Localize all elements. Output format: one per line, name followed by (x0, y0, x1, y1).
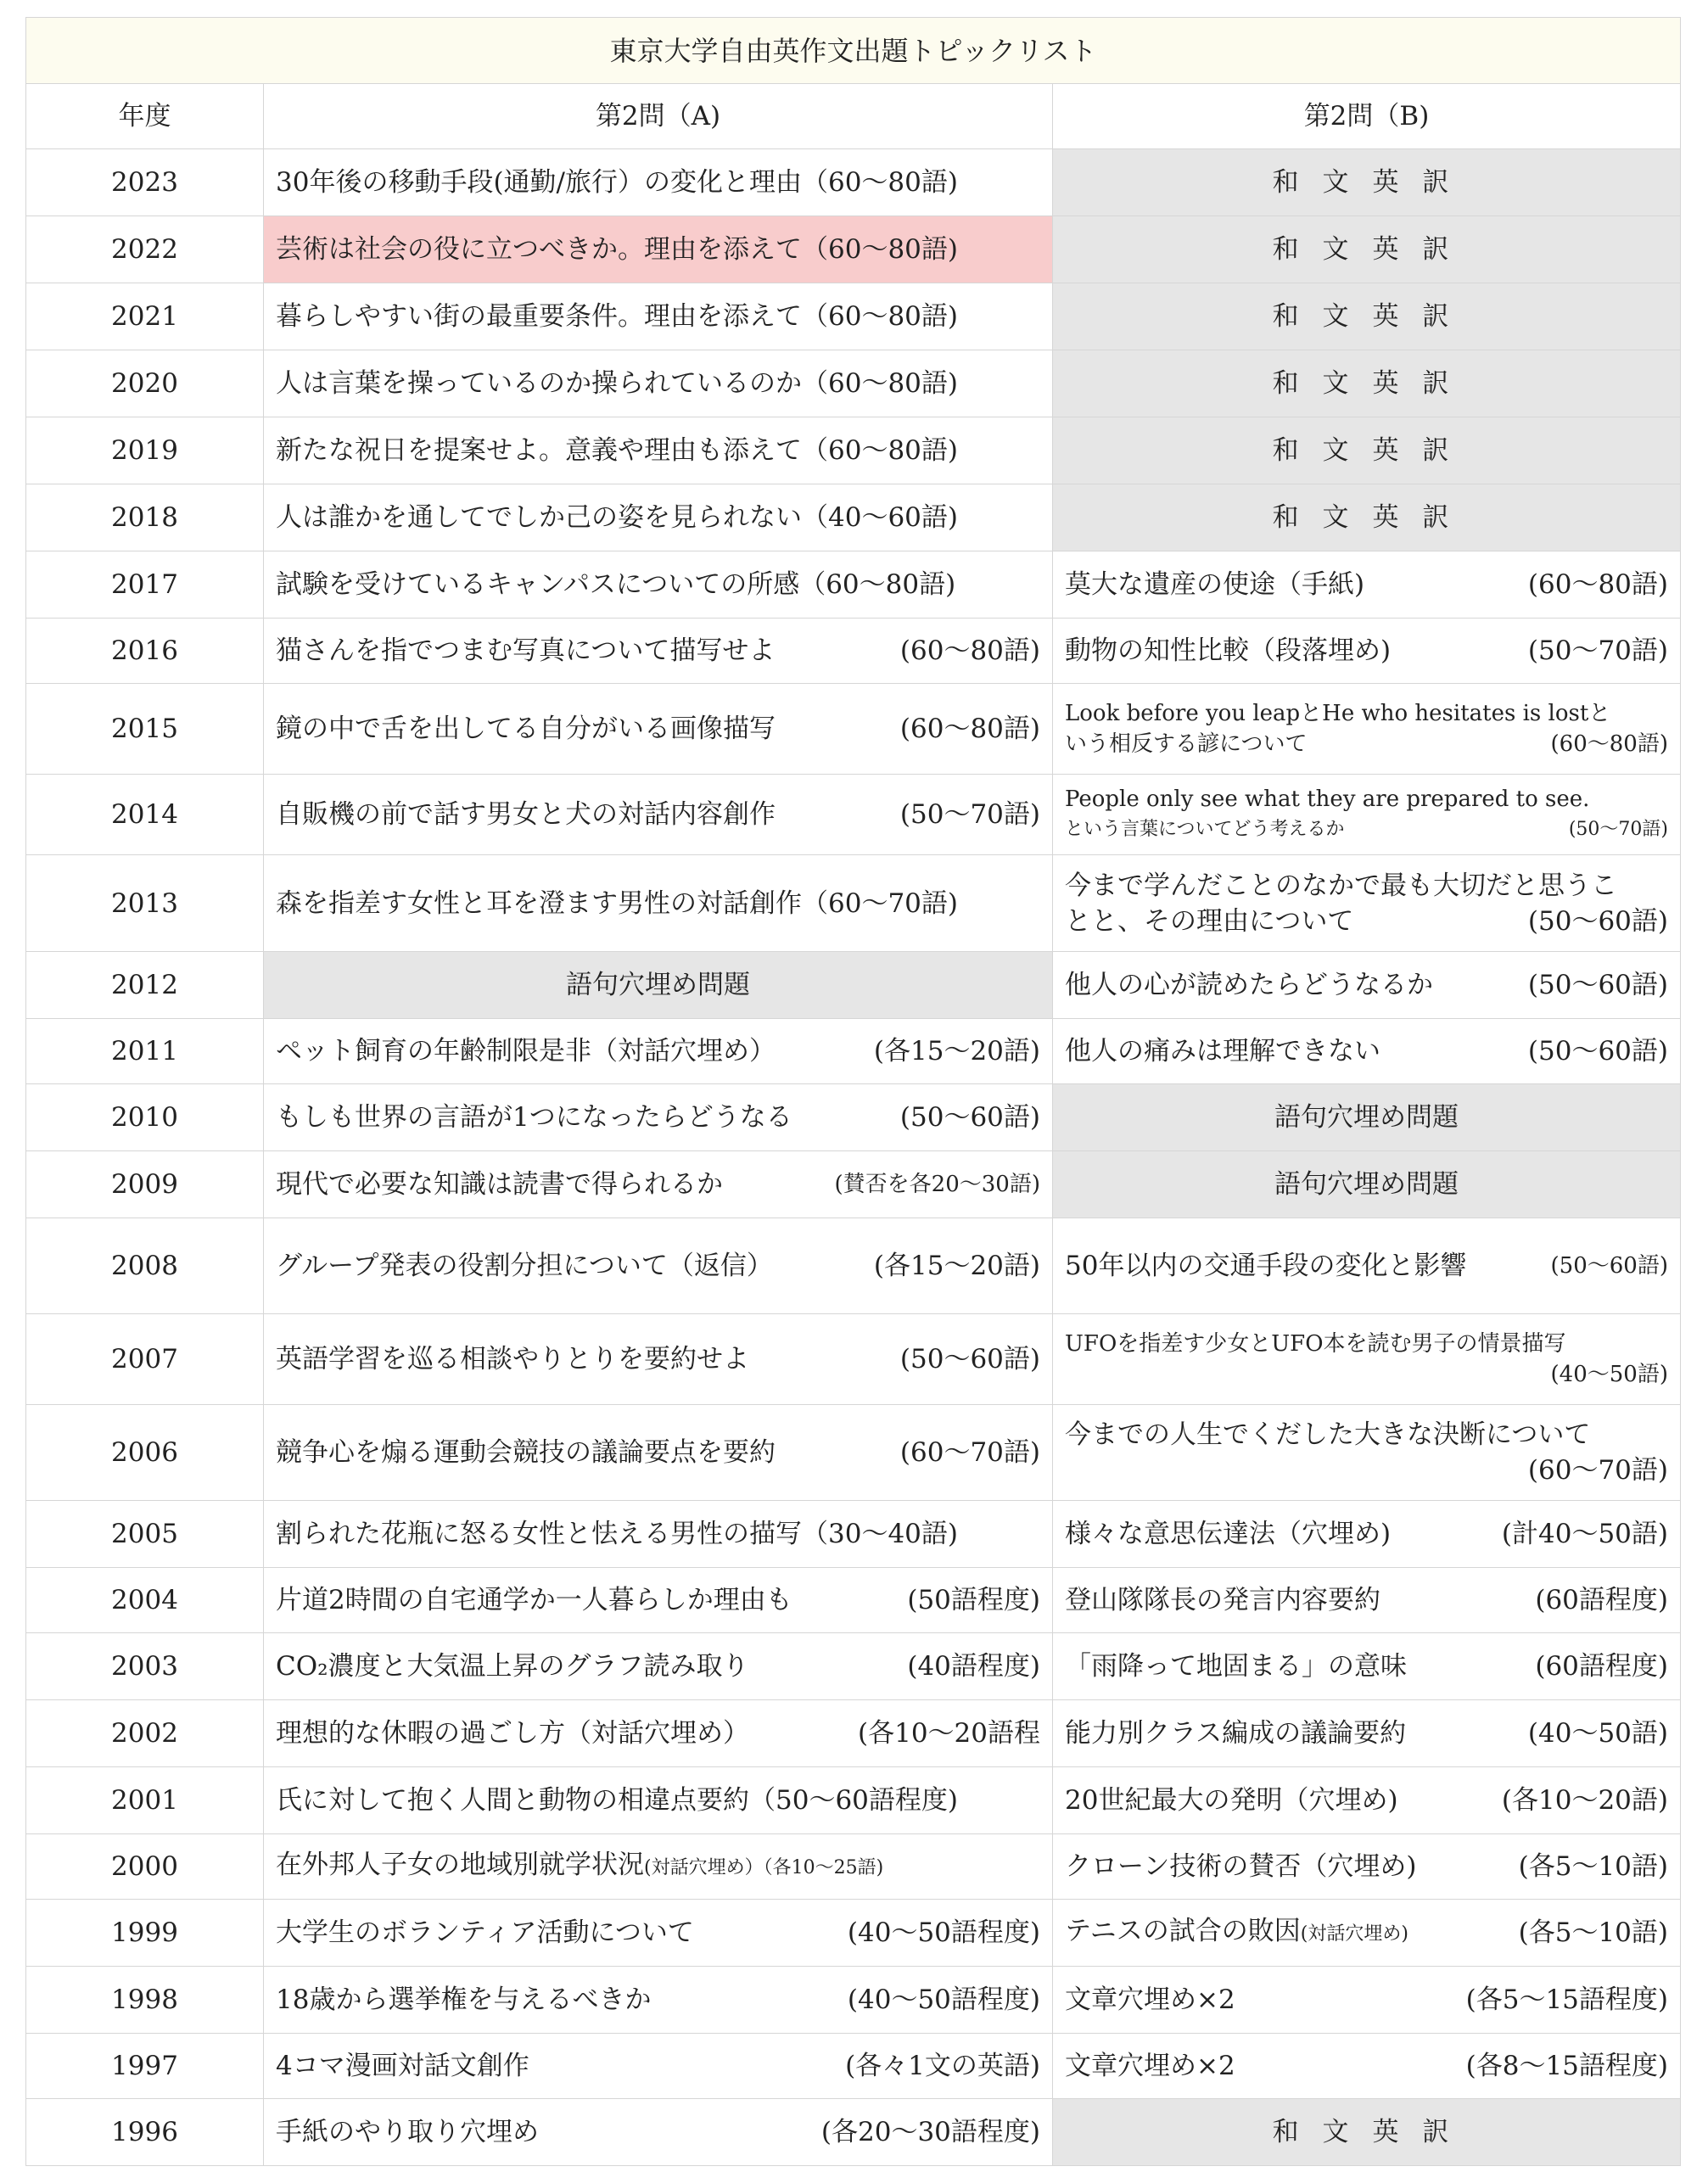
topic-a-cell (264, 775, 1053, 855)
year-cell: 2009 (26, 1151, 264, 1218)
year-cell: 2001 (26, 1767, 264, 1834)
topic-b-cell: 和文英訳 (1053, 216, 1681, 283)
year-cell: 2002 (26, 1700, 264, 1767)
word-count: (各8〜15語程度) (1465, 2051, 1668, 2081)
table-row (26, 1700, 1681, 1767)
year-cell: 2021 (26, 283, 264, 350)
topic-a-cell: 人は言葉を操っているのか操られているのか（60〜80語) (264, 350, 1053, 417)
table-row (26, 1151, 1681, 1218)
topic-a-cell (264, 1700, 1053, 1767)
year-cell: 2006 (26, 1405, 264, 1501)
year-cell: 2018 (26, 484, 264, 551)
word-count: (50〜70語) (1527, 635, 1668, 666)
topic-b-cell (1053, 1700, 1681, 1767)
topic-b-text: 50年以内の交通手段の変化と影響 (1065, 1251, 1467, 1281)
table-row (26, 1501, 1681, 1568)
table-row (26, 2099, 1681, 2166)
topic-b-line: 今までの人生でくだした大きな決断について (1065, 1419, 1591, 1450)
table-row (26, 283, 1681, 350)
topic-b-line: UFOを指差す少女とUFO本を読む男子の情景描写 (1065, 1331, 1566, 1357)
year-cell: 1998 (26, 1967, 264, 2034)
year-cell: 1999 (26, 1900, 264, 1967)
topic-a-text: 現代で必要な知識は読書で得られるか (276, 1169, 723, 1200)
topic-a-text: もしも世界の言語が1つになったらどうなる (276, 1102, 792, 1133)
word-count: (計40〜50語) (1501, 1519, 1668, 1549)
topic-b-line: Look before you leapとHe who hesitates is lostと (1065, 701, 1611, 726)
word-count: (各5〜10語) (1518, 1851, 1668, 1882)
word-count: (60〜70語) (1527, 1455, 1668, 1486)
table-row (26, 619, 1681, 684)
header-year: 年度 (26, 84, 264, 149)
table-row (26, 775, 1681, 855)
topic-a-subnote: (対話穴埋め）（各10〜25語) (644, 1857, 884, 1878)
header-b: 第2問（B) (1053, 84, 1681, 149)
topic-b-cell (1053, 1218, 1681, 1314)
topic-b-cell (1053, 1900, 1681, 1967)
topic-b-line: 今まで学んだことのなかで最も大切だと思うこ (1065, 870, 1617, 901)
topic-b-cell (1053, 684, 1681, 775)
word-count: (各10〜20語) (1501, 1785, 1668, 1816)
topic-a-cell (264, 1633, 1053, 1700)
header-a: 第2問（A) (264, 84, 1053, 149)
topic-a-cell: 30年後の移動手段(通勤/旅行）の変化と理由（60〜80語) (264, 149, 1053, 216)
table-row (26, 1967, 1681, 2034)
topic-a-text: 在外邦人子女の地域別就学状況 (276, 1850, 644, 1880)
table-row (26, 1834, 1681, 1900)
topic-a-cell (264, 1151, 1053, 1218)
topic-b-cell (1053, 1967, 1681, 2034)
topic-b-cell: 和文英訳 (1053, 417, 1681, 484)
year-cell: 1996 (26, 2099, 264, 2166)
topic-b-line: いう相反する諺について (1065, 731, 1308, 757)
year-cell: 2003 (26, 1633, 264, 1700)
topic-a-cell (264, 1834, 1053, 1900)
table-row (26, 684, 1681, 775)
year-cell: 2019 (26, 417, 264, 484)
year-cell: 2005 (26, 1501, 264, 1568)
topic-a-cell (264, 1019, 1053, 1084)
topic-a-cell (264, 2099, 1053, 2166)
word-count: (50〜70語) (1568, 819, 1668, 840)
topic-a-text: 4コマ漫画対話文創作 (276, 2051, 529, 2081)
topic-b-cell (1053, 2034, 1681, 2099)
topic-b-text: テニスの試合の敗因 (1065, 1916, 1301, 1946)
topic-a-text: 鏡の中で舌を出してる自分がいる画像描写 (276, 714, 776, 744)
topic-b-cell (1053, 1633, 1681, 1700)
year-cell: 2010 (26, 1084, 264, 1151)
topic-b-cell: 和文英訳 (1053, 484, 1681, 551)
table-row (26, 484, 1681, 551)
topic-b-cell: 和文英訳 (1053, 350, 1681, 417)
topic-a-cell (264, 1405, 1053, 1501)
table-row (26, 1633, 1681, 1700)
word-count: (40〜50語) (1550, 1362, 1668, 1387)
year-cell: 2017 (26, 551, 264, 619)
year-cell: 2004 (26, 1568, 264, 1633)
topic-b-cell (1053, 1834, 1681, 1900)
topic-a-cell: 人は誰かを通してでしか己の姿を見られない（40〜60語) (264, 484, 1053, 551)
topic-a-cell (264, 1218, 1053, 1314)
topic-b-text: 文章穴埋め×2 (1065, 2051, 1235, 2081)
year-cell: 2000 (26, 1834, 264, 1900)
table-body (26, 149, 1681, 2166)
word-count: (各15〜20語) (873, 1036, 1040, 1066)
topic-b-cell: 語句穴埋め問題 (1053, 1084, 1681, 1151)
table-row (26, 216, 1681, 283)
topic-a-cell: 氏に対して抱く人間と動物の相違点要約（50〜60語程度) (264, 1767, 1053, 1834)
word-count: (賛否を各20〜30語) (834, 1172, 1040, 1197)
word-count: (各20〜30語程度) (820, 2117, 1040, 2147)
topic-b-cell (1053, 775, 1681, 855)
word-count: (各5〜15語程度) (1465, 1984, 1668, 2015)
word-count: (40〜50語) (1527, 1718, 1668, 1749)
table-row (26, 149, 1681, 216)
topic-b-cell: 和文英訳 (1053, 283, 1681, 350)
table-row (26, 855, 1681, 952)
topic-a-text: 18歳から選挙権を与えるべきか (276, 1984, 652, 2015)
year-cell: 2014 (26, 775, 264, 855)
topic-a-cell (264, 619, 1053, 684)
year-cell: 2023 (26, 149, 264, 216)
topic-b-cell (1053, 1568, 1681, 1633)
topic-a-text: 競争心を煽る運動会競技の議論要点を要約 (276, 1437, 776, 1468)
topic-b-text: 様々な意思伝達法（穴埋め) (1065, 1519, 1392, 1549)
topic-a-cell: 試験を受けているキャンパスについての所感（60〜80語) (264, 551, 1053, 619)
topic-a-cell (264, 684, 1053, 775)
topic-a-text: 英語学習を巡る相談やりとりを要約せよ (276, 1344, 749, 1374)
topic-a-cell-highlighted: 芸術は社会の役に立つべきか。理由を添えて（60〜80語) (264, 216, 1053, 283)
table-row (26, 1405, 1681, 1501)
table-row (26, 417, 1681, 484)
topic-b-line: という言葉についてどう考えるか (1065, 819, 1345, 840)
topic-a-cell (264, 1967, 1053, 2034)
table-row (26, 1084, 1681, 1151)
topic-b-text: 他人の心が読めたらどうなるか (1065, 970, 1433, 1000)
topic-b-line: とと、その理由について (1065, 905, 1354, 937)
topic-b-cell (1053, 1767, 1681, 1834)
table-row (26, 1019, 1681, 1084)
word-count: (各15〜20語) (873, 1251, 1040, 1281)
topic-a-text: 大学生のボランティア活動について (276, 1917, 694, 1948)
word-count: (各々1文の英語) (845, 2051, 1040, 2081)
topic-a-text: 猫さんを指でつまむ写真について描写せよ (276, 635, 776, 666)
table-title: 東京大学自由英作文出題トピックリスト (26, 18, 1681, 84)
topic-table (25, 17, 1681, 2166)
word-count: (40語程度) (907, 1651, 1040, 1682)
table-row (26, 1900, 1681, 1967)
topic-a-cell: 新たな祝日を提案せよ。意義や理由も添えて（60〜80語) (264, 417, 1053, 484)
word-count: (60〜70語) (899, 1437, 1040, 1468)
topic-a-text: 理想的な休暇の過ごし方（対話穴埋め） (276, 1718, 749, 1749)
word-count: (40〜50語程度) (847, 1917, 1040, 1948)
table-row (26, 1218, 1681, 1314)
table-row (26, 551, 1681, 619)
topic-a-cell (264, 1900, 1053, 1967)
word-count: (60〜80語) (899, 714, 1040, 744)
word-count: (50語程度) (907, 1585, 1040, 1615)
topic-b-cell (1053, 619, 1681, 684)
topic-b-text: 20世紀最大の発明（穴埋め) (1065, 1785, 1398, 1816)
topic-a-cell: 割られた花瓶に怒る女性と怯える男性の描写（30〜40語) (264, 1501, 1053, 1568)
topic-a-text: グループ発表の役割分担について（返信） (276, 1251, 773, 1281)
table-row (26, 1568, 1681, 1633)
year-cell: 2015 (26, 684, 264, 775)
topic-b-text: 能力別クラス編成の議論要約 (1065, 1718, 1407, 1749)
topic-b-cell (1053, 1405, 1681, 1501)
word-count: (40〜50語程度) (847, 1984, 1040, 2015)
topic-b-cell (1053, 1019, 1681, 1084)
word-count: (50〜70語) (899, 799, 1040, 830)
topic-b-cell (1053, 1314, 1681, 1405)
word-count: (60〜80語) (1550, 731, 1668, 757)
topic-b-text: 文章穴埋め×2 (1065, 1984, 1235, 2015)
topic-b-text: 「雨降って地固まる」の意味 (1065, 1651, 1407, 1682)
year-cell: 2013 (26, 855, 264, 952)
word-count: (60〜80語) (1527, 569, 1668, 600)
topic-a-cell (264, 1084, 1053, 1151)
topic-a-cell: 森を指差す女性と耳を澄ます男性の対話創作（60〜70語) (264, 855, 1053, 952)
year-cell: 2011 (26, 1019, 264, 1084)
word-count: (60語程度) (1535, 1651, 1668, 1682)
table-row (26, 350, 1681, 417)
word-count: (60〜80語) (899, 635, 1040, 666)
topic-a-cell (264, 2034, 1053, 2099)
year-cell: 2007 (26, 1314, 264, 1405)
year-cell: 2016 (26, 619, 264, 684)
topic-a-text: CO₂濃度と大気温上昇のグラフ読み取り (276, 1651, 749, 1682)
topic-b-cell: 語句穴埋め問題 (1053, 1151, 1681, 1218)
topic-b-cell (1053, 1501, 1681, 1568)
word-count: (50〜60語) (1527, 905, 1668, 937)
topic-a-cell (264, 1314, 1053, 1405)
topic-b-line: People only see what they are prepared to see. (1065, 787, 1590, 812)
year-cell: 2012 (26, 952, 264, 1019)
topic-a-text: 片道2時間の自宅通学か一人暮らしか理由も (276, 1585, 792, 1615)
table-row (26, 1314, 1681, 1405)
year-cell: 2020 (26, 350, 264, 417)
year-cell: 2022 (26, 216, 264, 283)
topic-b-cell: 和文英訳 (1053, 2099, 1681, 2166)
topic-b-text: クローン技術の賛否（穴埋め) (1065, 1851, 1417, 1882)
topic-a-cell: 語句穴埋め問題 (264, 952, 1053, 1019)
topic-b-cell (1053, 551, 1681, 619)
table-row (26, 1767, 1681, 1834)
table-row (26, 952, 1681, 1019)
topic-a-text: ペット飼育の年齢制限是非（対話穴埋め） (276, 1036, 776, 1066)
topic-a-text: 自販機の前で話す男女と犬の対話内容創作 (276, 799, 776, 830)
word-count: (50〜60語) (899, 1102, 1040, 1133)
word-count: (50〜60語) (1550, 1253, 1668, 1279)
year-cell: 1997 (26, 2034, 264, 2099)
word-count: (50〜60語) (899, 1344, 1040, 1374)
topic-b-cell: 和文英訳 (1053, 149, 1681, 216)
topic-b-text: 他人の痛みは理解できない (1065, 1036, 1380, 1066)
word-count: (50〜60語) (1527, 1036, 1668, 1066)
topic-b-text: 登山隊隊長の発言内容要約 (1065, 1585, 1380, 1615)
topic-b-cell (1053, 855, 1681, 952)
topic-a-text: 手紙のやり取り穴埋め (276, 2117, 539, 2147)
title-row (26, 18, 1681, 84)
topic-b-subnote: (対話穴埋め) (1300, 1923, 1408, 1945)
word-count: (各10〜20語程 (858, 1718, 1040, 1749)
header-row (26, 84, 1681, 149)
table-row (26, 2034, 1681, 2099)
topic-b-cell (1053, 952, 1681, 1019)
topic-a-cell: 暮らしやすい街の最重要条件。理由を添えて（60〜80語) (264, 283, 1053, 350)
topic-b-text: 動物の知性比較（段落埋め) (1065, 635, 1392, 666)
word-count: (50〜60語) (1527, 970, 1668, 1000)
word-count: (60語程度) (1535, 1585, 1668, 1615)
year-cell: 2008 (26, 1218, 264, 1314)
word-count: (各5〜10語) (1518, 1917, 1668, 1948)
topic-b-text: 莫大な遺産の使途（手紙) (1065, 569, 1365, 600)
topic-a-cell (264, 1568, 1053, 1633)
